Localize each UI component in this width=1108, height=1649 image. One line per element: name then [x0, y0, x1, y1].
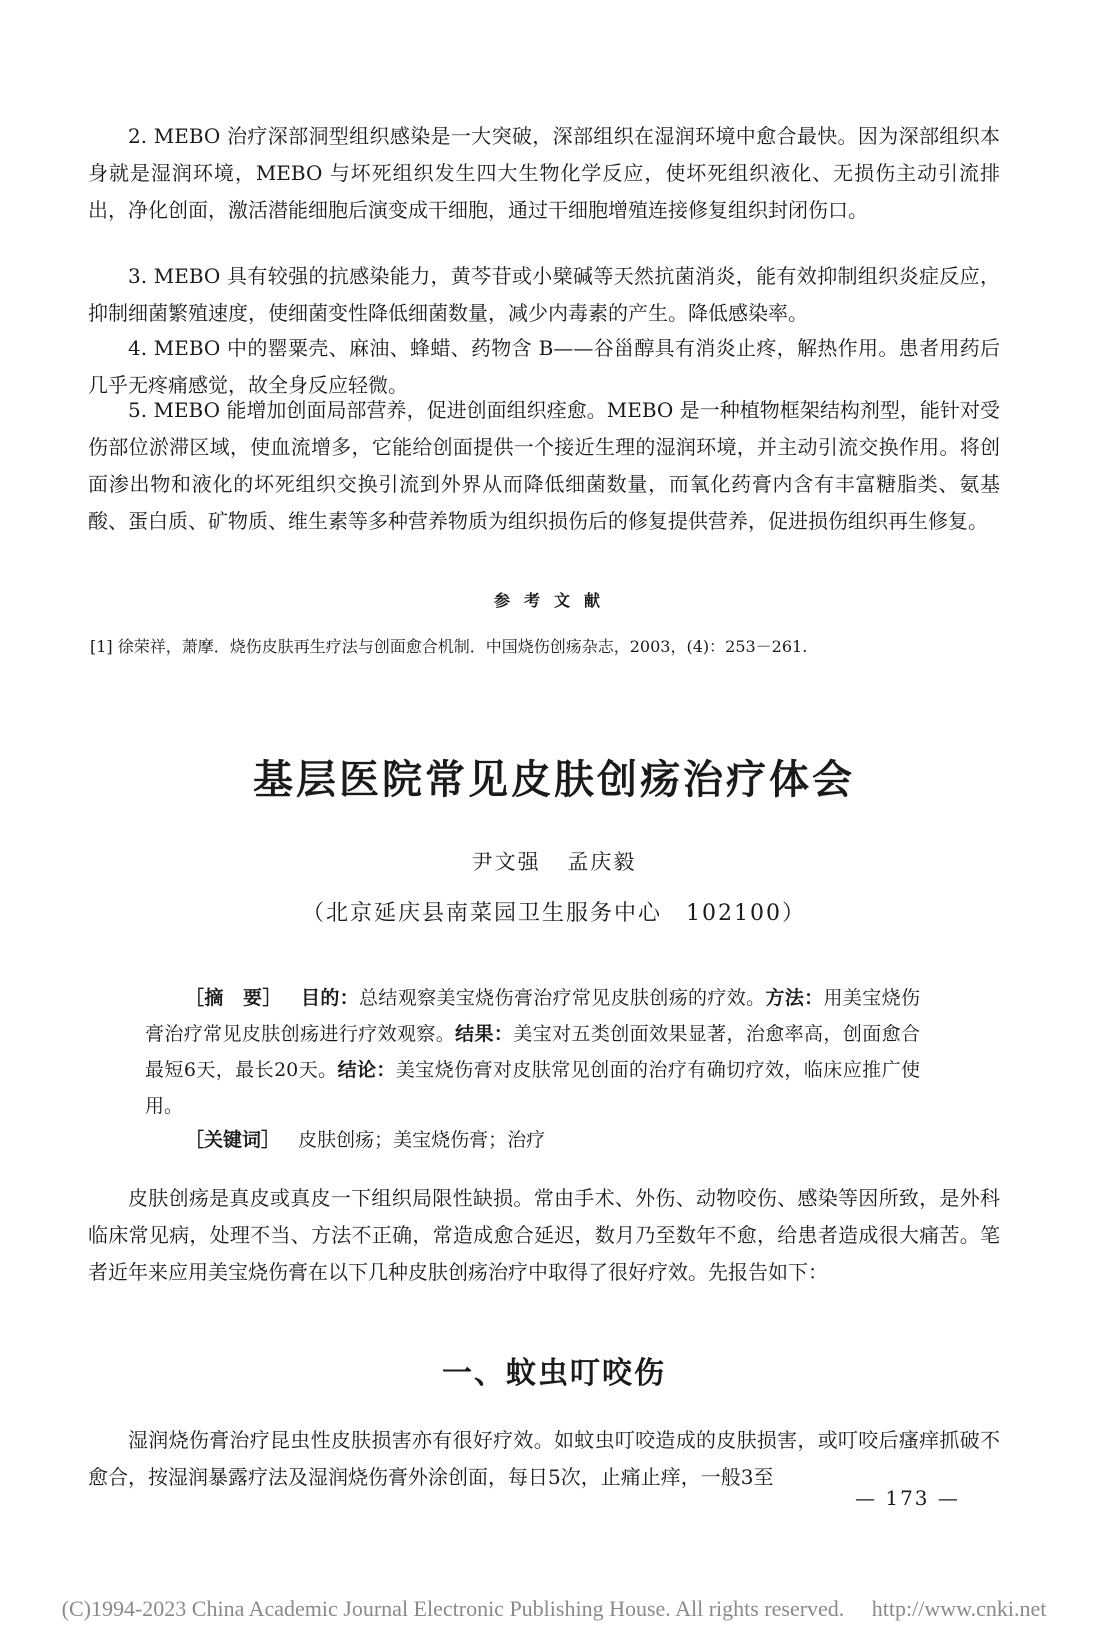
paragraph-point-2: 2. MEBO 治疗深部洞型组织感染是一大突破，深部组织在湿润环境中愈合最快。因为深部组织本身就是湿润环境，MEBO 与坏死组织发生四大生物化学反应，使坏死组织液化、无损伤主动引流排出，净化创面，激活潜能细胞后演变成干细胞，通过干细胞增殖连接修复组织封闭伤口。: [88, 124, 1000, 222]
page-number: — 173 —: [855, 1486, 960, 1510]
abstract-label-conclusion: 结论：: [337, 1059, 396, 1081]
abstract-label-method: 方法：: [765, 987, 824, 1009]
article-authors: 尹文强 孟庆毅: [471, 850, 637, 874]
abstract-text-objective: 总结观察美宝烧伤膏治疗常见皮肤创疡的疗效。: [359, 987, 766, 1009]
section-heading-1: 一、蚊虫叮咬伤: [442, 1356, 666, 1391]
abstract-label-result: 结果：: [455, 1023, 514, 1045]
keywords: [185, 1122, 885, 1158]
abstract: [145, 980, 920, 1124]
keywords-tag: ［关键词］: [185, 1129, 281, 1151]
abstract-text-method: 用美宝烧伤膏治疗常见皮肤创疡进行疗效观察。: [145, 987, 920, 1045]
paragraph-point-4: 4. MEBO 中的罂粟壳、麻油、蜂蜡、药物含 B——谷甾醇具有消炎止疼，解热作用。患者用药后几乎无疼痛感觉，故全身反应轻微。: [88, 336, 1000, 397]
reference-item: [1] 徐荣祥，萧摩．烧伤皮肤再生疗法与创面愈合机制．中国烧伤创疡杂志，2003，(4)：253－261.: [90, 637, 808, 656]
references-heading: 参考文献: [493, 591, 614, 610]
paragraph-point-5: 5. MEBO 能增加创面局部营养，促进创面组织痊愈。MEBO 是一种植物框架结构剂型，能针对受伤部位淤滞区域，使血流增多，它能给创面提供一个接近生理的湿润环境，并主动引流交换作用。将创面渗出物和液化的坏死组织交换引流到外界从而降低细菌数量，而氧化药膏内含有丰富糖脂类、氨基酸、蛋白质、矿物质、维生素等多种营养物质为组织损伤后的修复提供营养，促进损伤组织再生修复。: [88, 398, 1000, 533]
article-affiliation: （北京延庆县南菜园卫生服务中心 102100）: [302, 901, 806, 926]
intro-paragraph: 皮肤创疡是真皮或真皮一下组织局限性缺损。常由手术、外伤、动物咬伤、感染等因所致，是外科临床常见病，处理不当、方法不正确，常造成愈合延迟，数月乃至数年不愈，给患者造成很大痛苦。笔者近年来应用美宝烧伤膏在以下几种皮肤创疡治疗中取得了很好疗效。先报告如下：: [88, 1186, 1000, 1284]
keywords-text: 皮肤创疡；美宝烧伤膏；治疗: [298, 1129, 546, 1151]
abstract-text-result: 美宝对五类创面效果显著，治愈率高，创面愈合最短6天，最长20天。: [145, 1023, 920, 1081]
article-title: 基层医院常见皮肤创疡治疗体会: [253, 757, 855, 803]
copyright-footer: (C)1994-2023 China Academic Journal Electronic Publishing House. All rights reserved. http://www.cnki.net: [61, 1596, 1047, 1621]
section-1-paragraph: 湿润烧伤膏治疗昆虫性皮肤损害亦有很好疗效。如蚊虫叮咬造成的皮肤损害，或叮咬后瘙痒抓破不愈合，按湿润暴露疗法及湿润烧伤膏外涂创面，每日5次，止痛止痒，一般3至: [88, 1428, 1000, 1489]
abstract-tag: ［摘 要］: [185, 987, 282, 1009]
abstract-text-conclusion: 美宝烧伤膏对皮肤常见创面的治疗有确切疗效，临床应推广使用。: [145, 1059, 920, 1117]
paragraph-point-3: 3. MEBO 具有较强的抗感染能力，黄芩苷或小檗碱等天然抗菌消炎，能有效抑制组织炎症反应，抑制细菌繁殖速度，使细菌变性降低细菌数量，减少内毒素的产生。降低感染率。: [88, 264, 1000, 325]
abstract-label-objective: 目的：: [300, 987, 360, 1009]
